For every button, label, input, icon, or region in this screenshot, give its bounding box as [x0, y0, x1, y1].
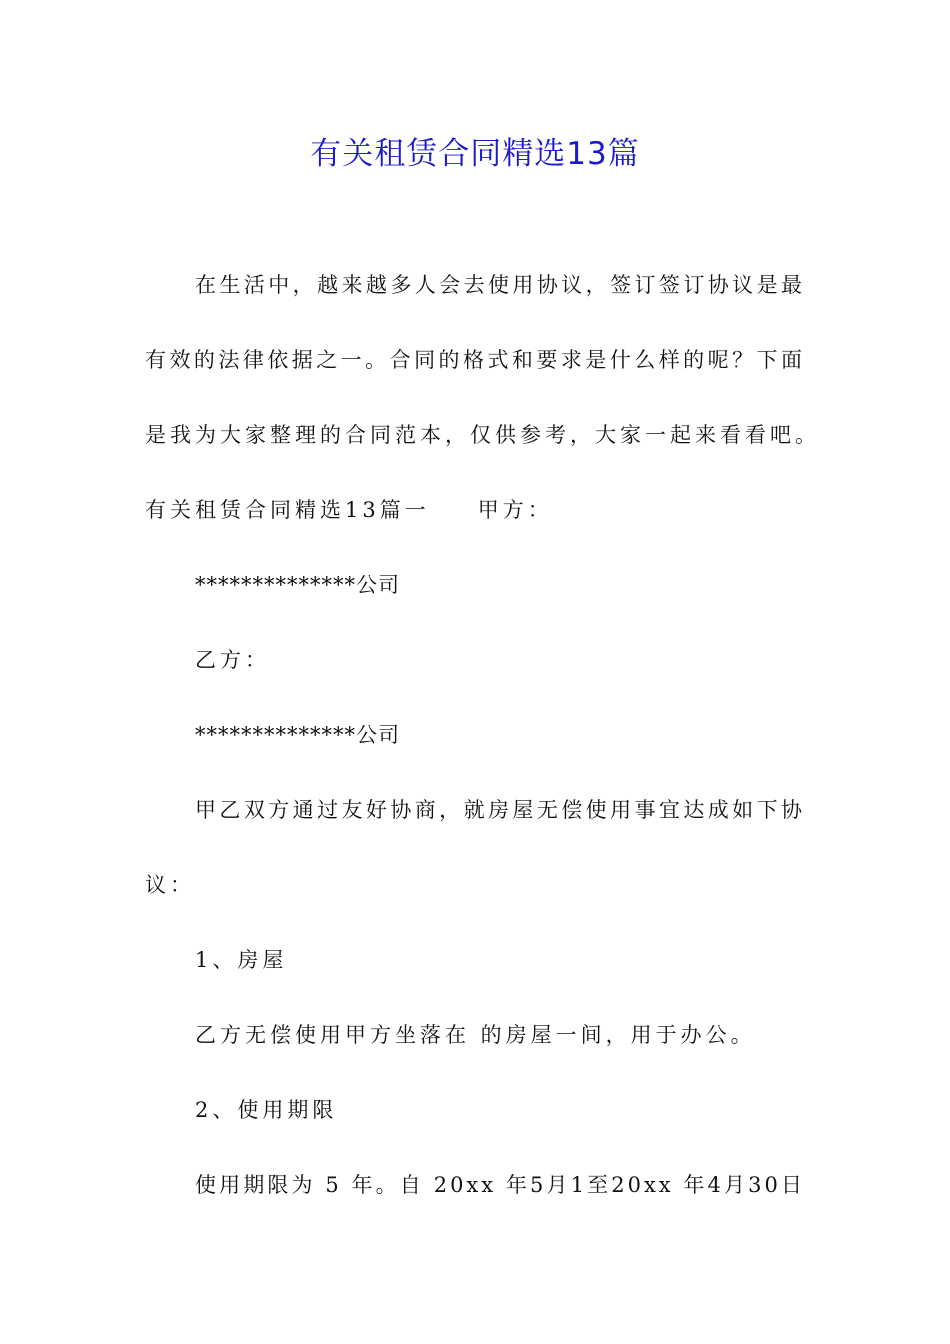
clause-1-text: 乙方无偿使用甲方坐落在 的房屋一间，用于办公。 — [195, 1023, 756, 1047]
document-title: 有关租赁合同精选13篇 — [310, 136, 640, 172]
party-a-name: **************公司 — [195, 573, 400, 597]
party-b-name: **************公司 — [195, 723, 400, 747]
party-b-label: 乙方： — [195, 648, 270, 672]
clause-1-heading: 1、房屋 — [195, 948, 288, 972]
section-heading-row — [145, 495, 553, 525]
agreement-line-2: 议： — [145, 873, 195, 897]
intro-line-1: 在生活中，越来越多人会去使用协议，签订签订协议是最 — [195, 273, 805, 297]
intro-line-2: 有效的法律依据之一。合同的格式和要求是什么样的呢？下面 — [145, 348, 805, 372]
party-a-label: 甲方： — [477, 498, 553, 522]
agreement-line-1: 甲乙双方通过友好协商，就房屋无偿使用事宜达成如下协 — [195, 798, 805, 822]
intro-line-3: 是我为大家整理的合同范本，仅供参考，大家一起来看看吧。 — [145, 423, 820, 447]
clause-2-text: 使用期限为 5 年。自 20xx 年5月1至20xx 年4月30日 — [195, 1173, 805, 1197]
section-heading: 有关租赁合同精选13篇一 — [145, 498, 430, 522]
clause-2-heading: 2、使用期限 — [195, 1098, 338, 1122]
